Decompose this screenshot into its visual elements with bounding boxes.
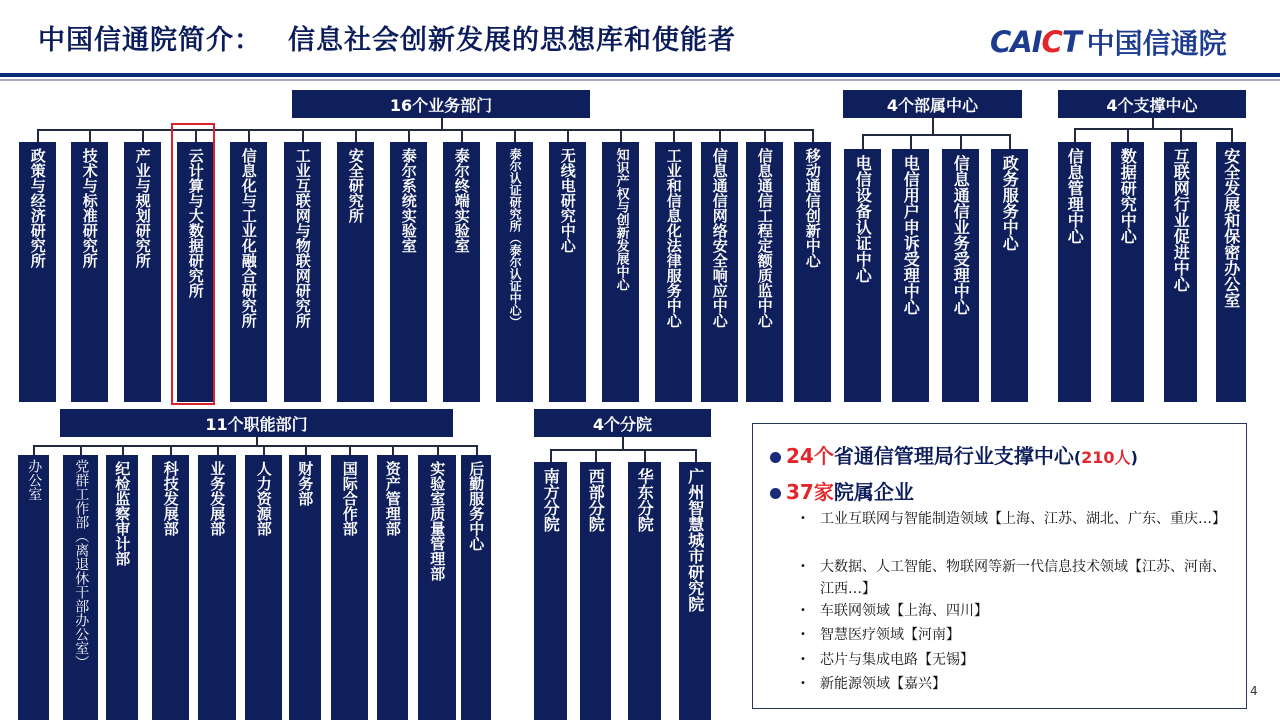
- support-center-column: 信息管理中心: [1058, 142, 1091, 402]
- connector-line: [550, 449, 552, 462]
- caict-logo: [990, 22, 1227, 60]
- group-header-business: 16个业务部门: [292, 90, 590, 118]
- dept-column: 云计算与大数据研究所: [177, 142, 214, 402]
- connector-line: [1152, 118, 1154, 128]
- connector-line: [620, 129, 622, 142]
- connector-line: [1180, 128, 1182, 142]
- group-header-affiliated: 4个部属中心: [843, 90, 1022, 118]
- connector-line: [932, 118, 934, 134]
- connector-line: [408, 129, 410, 142]
- functional-dept-column: 实验室质量管理部: [418, 455, 456, 720]
- connector-line: [248, 129, 250, 142]
- group-header-support: 4个支撑中心: [1058, 90, 1246, 118]
- affiliated-center-column: 电信设备认证中心: [844, 149, 881, 402]
- branch-column: 广州智慧城市研究院: [679, 462, 711, 720]
- connector-line: [644, 449, 646, 462]
- info-bullet: • 智慧医疗领域【河南】: [800, 627, 960, 643]
- connector-line: [256, 437, 258, 445]
- connector-line: [1074, 128, 1076, 142]
- connector-line: [33, 445, 35, 455]
- connector-line: [37, 129, 813, 131]
- affiliated-center-column: 信息通信业务受理中心: [942, 149, 979, 402]
- dept-column: 无线电研究中心: [549, 142, 586, 402]
- connector-line: [910, 134, 912, 149]
- info-line-enterprises: 37家院属企业: [770, 476, 914, 505]
- connector-line: [263, 445, 265, 455]
- connector-line: [862, 134, 1010, 136]
- connector-line: [960, 134, 962, 149]
- connector-line: [302, 129, 304, 142]
- connector-line: [1009, 134, 1011, 149]
- connector-line: [80, 445, 82, 455]
- connector-line: [37, 129, 39, 142]
- branch-column: 华东分院: [628, 462, 661, 720]
- affiliated-center-column: 政务服务中心: [991, 149, 1028, 402]
- connector-line: [349, 445, 351, 455]
- branch-column: 南方分院: [534, 462, 567, 720]
- dept-column: 安全研究所: [337, 142, 374, 402]
- branch-column: 西部分院: [580, 462, 611, 720]
- connector-line: [862, 134, 864, 149]
- title-left: 中国信通院简介：: [38, 25, 262, 56]
- header-divider: [0, 73, 1280, 77]
- dept-column: 泰尔系统实验室: [390, 142, 427, 402]
- connector-line: [437, 445, 439, 455]
- title-right: 信息社会创新发展的思想库和使能者: [288, 25, 736, 56]
- support-center-column: 安全发展和保密办公室: [1216, 142, 1246, 402]
- bullet-dot-icon: [770, 452, 781, 463]
- highlight-box: [171, 123, 215, 405]
- connector-line: [1231, 128, 1233, 142]
- connector-line: [441, 118, 443, 129]
- dept-column: 工业和信息化法律服务中心: [655, 142, 692, 402]
- dept-column: 信息通信网络安全响应中心: [701, 142, 738, 402]
- dept-column: 政策与经济研究所: [19, 142, 56, 402]
- info-line-provincial: 24个省通信管理局行业支撑中心(210人): [770, 440, 1138, 469]
- info-bullet: • 新能源领域【嘉兴】: [800, 676, 946, 692]
- connector-line: [595, 449, 597, 462]
- functional-dept-column: 纪检监察审计部: [106, 455, 138, 720]
- connector-line: [622, 437, 624, 449]
- dept-column: 泰尔终端实验室: [443, 142, 480, 402]
- functional-dept-column: 办公室: [18, 455, 49, 720]
- functional-dept-column: 财务部: [289, 455, 321, 720]
- dept-column: 信息化与工业化融合研究所: [230, 142, 267, 402]
- group-header-branches: 4个分院: [534, 409, 711, 437]
- connector-line: [461, 129, 463, 142]
- connector-line: [142, 129, 144, 142]
- connector-line: [1074, 128, 1231, 130]
- dept-column: 信息通信工程定额质监中心: [746, 142, 783, 402]
- connector-line: [305, 445, 307, 455]
- dept-column: 产业与规划研究所: [124, 142, 161, 402]
- functional-dept-column: 资产管理部: [377, 455, 408, 720]
- connector-line: [567, 129, 569, 142]
- info-bullet: • 芯片与集成电路【无锡】: [800, 652, 974, 668]
- dept-column: 技术与标准研究所: [71, 142, 108, 402]
- page-title: [38, 18, 736, 57]
- group-header-functional: 11个职能部门: [60, 409, 453, 437]
- connector-line: [1127, 128, 1129, 142]
- dept-column: 知识产权与创新发展中心: [602, 142, 639, 402]
- dept-column: 移动通信创新中心: [794, 142, 831, 402]
- connector-line: [170, 445, 172, 455]
- connector-line: [33, 445, 476, 447]
- connector-line: [217, 445, 219, 455]
- logo-en: CAICT: [990, 25, 1081, 59]
- connector-line: [89, 129, 91, 142]
- connector-line: [695, 449, 697, 462]
- info-bullet: • 车联网领域【上海、四川】: [800, 603, 988, 619]
- info-bullet: • 工业互联网与智能制造领域【上海、江苏、湖北、广东、重庆…】: [800, 511, 1226, 527]
- connector-line: [392, 445, 394, 455]
- functional-dept-column: 人力资源部: [245, 455, 282, 720]
- bullet-dot-icon: [770, 488, 781, 499]
- functional-dept-column: 国际合作部: [331, 455, 368, 720]
- connector-line: [355, 129, 357, 142]
- connector-line: [550, 449, 695, 451]
- connector-line: [719, 129, 721, 142]
- connector-line: [812, 129, 814, 142]
- connector-line: [122, 445, 124, 455]
- header-divider-thin: [0, 79, 1280, 81]
- info-bullet: • 大数据、人工智能、物联网等新一代信息技术领域【江苏、河南、江西…】: [800, 559, 1226, 597]
- support-center-column: 互联网行业促进中心: [1164, 142, 1197, 402]
- functional-dept-column: 科技发展部: [152, 455, 189, 720]
- dept-column: 工业互联网与物联网研究所: [284, 142, 321, 402]
- connector-line: [476, 445, 478, 455]
- support-center-column: 数据研究中心: [1111, 142, 1144, 402]
- dept-column: 泰尔认证研究所（泰尔认证中心）: [496, 142, 533, 402]
- connector-line: [514, 129, 516, 142]
- affiliated-center-column: 电信用户申诉受理中心: [892, 149, 929, 402]
- functional-dept-column: 党群工作部（离退休干部办公室）: [63, 455, 98, 720]
- functional-dept-column: 业务发展部: [198, 455, 236, 720]
- connector-line: [673, 129, 675, 142]
- functional-dept-column: 后勤服务中心: [461, 455, 491, 720]
- connector-line: [764, 129, 766, 142]
- logo-cn: 中国信通院: [1086, 27, 1227, 60]
- page-number: 4: [1250, 684, 1258, 698]
